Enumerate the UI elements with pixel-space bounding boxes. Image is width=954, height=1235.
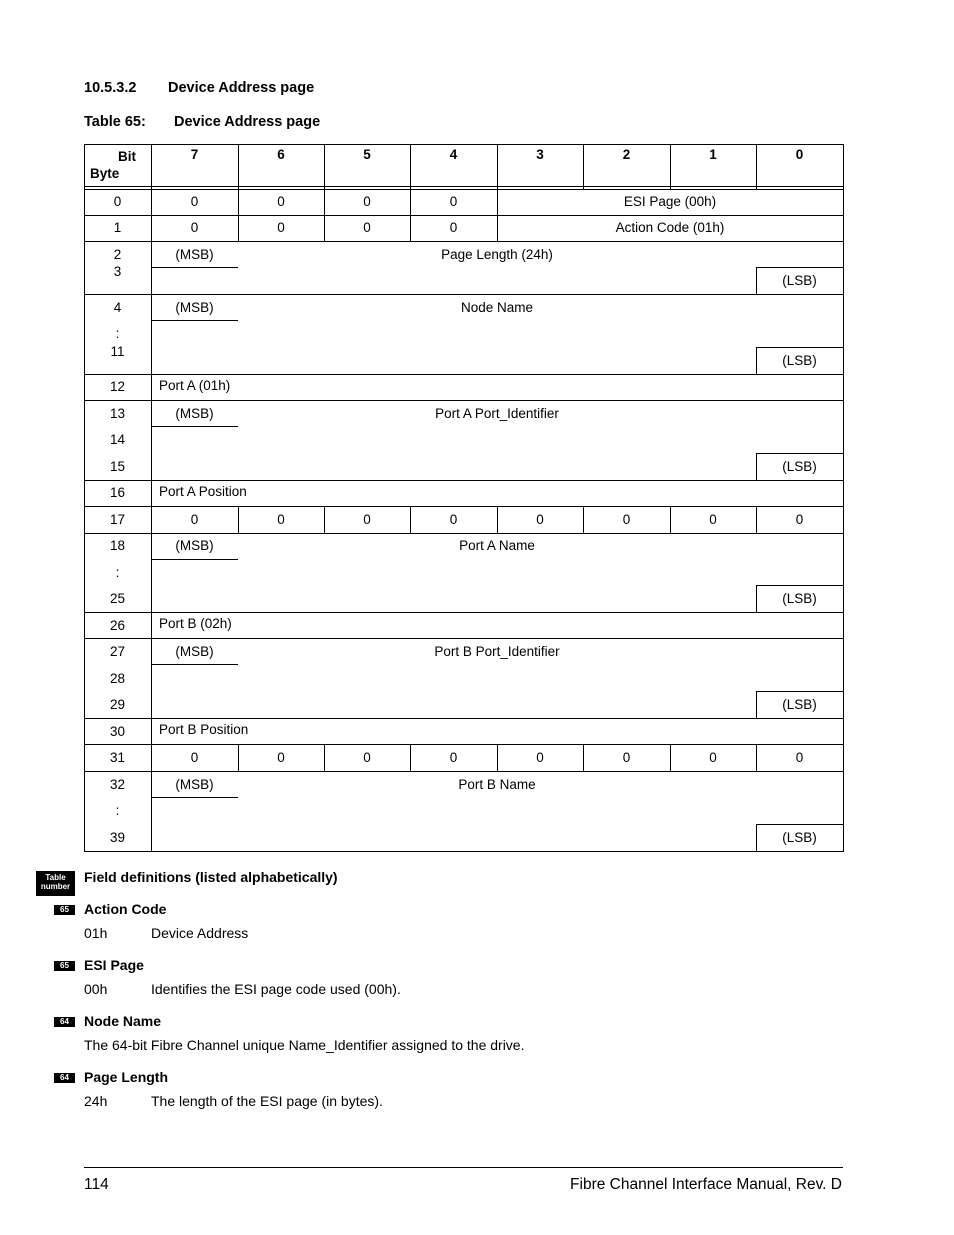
footer-title: Fibre Channel Interface Manual, Rev. D: [570, 1176, 842, 1193]
byte-label: 13: [109, 406, 126, 421]
header-bit-0: 0: [795, 147, 804, 162]
bit-cell: 0: [363, 750, 371, 765]
definition-name-action-code: Action Code: [84, 901, 167, 917]
bit-cell: 0: [449, 194, 458, 209]
header-bit-5: 5: [363, 147, 371, 162]
table-number-tag: 65: [54, 961, 75, 971]
byte-label: 11: [110, 344, 125, 359]
header-bit-2: 2: [622, 147, 631, 162]
field-port-b-identifier: Port B Port_Identifier: [434, 644, 560, 659]
bit-cell: 0: [449, 750, 458, 765]
byte-label: 16: [109, 485, 126, 500]
field-action-code: Action Code (01h): [615, 220, 725, 235]
field-page-length: Page Length (24h): [441, 247, 553, 262]
header-bit-1: 1: [709, 147, 717, 162]
byte-label: 17: [109, 512, 126, 527]
msb-label: (MSB): [175, 406, 214, 421]
bit-cell: 0: [536, 750, 544, 765]
bit-cell: 0: [190, 512, 199, 527]
header-byte-label: Byte: [90, 166, 120, 181]
header-bit-4: 4: [449, 147, 458, 162]
byte-label: 28: [109, 671, 126, 686]
bit-cell: 0: [709, 750, 717, 765]
definitions-heading: Field definitions (listed alphabetically): [84, 869, 338, 885]
bit-cell: 0: [795, 512, 804, 527]
header-bit-7: 7: [190, 147, 199, 162]
byte-label: 12: [109, 379, 126, 394]
field-esi-page: ESI Page (00h): [623, 194, 717, 209]
bit-cell: 0: [795, 750, 804, 765]
definition-text: Identifies the ESI page code used (00h).: [151, 981, 401, 997]
lsb-label: (LSB): [782, 697, 817, 712]
byte-label: 25: [109, 591, 126, 606]
definition-name-esi-page: ESI Page: [84, 957, 144, 973]
table-number-tag: 65: [54, 905, 75, 915]
header-bit-3: 3: [536, 147, 544, 162]
table-number-tag: 64: [54, 1017, 75, 1027]
byte-label: 27: [109, 644, 126, 659]
definition-text: Device Address: [151, 925, 249, 941]
msb-label: (MSB): [175, 247, 214, 262]
lsb-label: (LSB): [782, 353, 817, 368]
section-title: Device Address page: [168, 80, 315, 96]
byte-label: 29: [109, 697, 126, 712]
byte-label: 14: [109, 432, 126, 447]
byte-label: 2: [113, 247, 122, 262]
table-caption-label: Table 65:: [84, 114, 146, 130]
byte-label: 32: [109, 777, 126, 792]
lsb-label: (LSB): [782, 273, 817, 288]
bit-cell: 0: [277, 220, 285, 235]
byte-label: 31: [109, 750, 126, 765]
field-port-b-name: Port B Name: [458, 777, 536, 792]
bit-cell: 0: [277, 194, 285, 209]
header-bit-6: 6: [277, 147, 285, 162]
table-number-legend-tag: [36, 871, 75, 896]
lsb-label: (LSB): [782, 830, 817, 845]
bit-cell: 0: [622, 512, 631, 527]
lsb-label: (LSB): [782, 591, 817, 606]
bit-cell: 0: [363, 194, 371, 209]
msb-label: (MSB): [175, 644, 214, 659]
bit-cell: 0: [190, 750, 199, 765]
table-number-tag: 64: [54, 1073, 75, 1083]
field-port-a-identifier: Port A Port_Identifier: [435, 406, 559, 421]
byte-label: 1: [113, 220, 122, 235]
field-port-a-position: Port A Position: [159, 484, 247, 499]
field-port-a-name: Port A Name: [459, 538, 535, 553]
definition-text: The length of the ESI page (in bytes).: [151, 1093, 383, 1109]
byte-label: 39: [109, 830, 126, 845]
msb-label: (MSB): [175, 777, 214, 792]
field-port-a: Port A (01h): [159, 378, 231, 393]
byte-label: 0: [113, 194, 122, 209]
byte-label: 15: [109, 459, 126, 474]
msb-label: (MSB): [175, 300, 214, 315]
footer-rule: [84, 1167, 843, 1168]
definition-name-page-length: Page Length: [84, 1069, 169, 1085]
page-number: 114: [84, 1176, 109, 1193]
byte-label: 4: [113, 300, 122, 315]
byte-label: 26: [109, 618, 126, 633]
byte-label: :: [115, 326, 120, 341]
byte-label: 18: [109, 538, 126, 553]
bit-cell: 0: [277, 750, 285, 765]
bit-cell: 0: [277, 512, 285, 527]
bit-cell: 0: [190, 194, 199, 209]
field-port-b-position: Port B Position: [159, 722, 249, 737]
definition-code: 24h: [84, 1093, 108, 1109]
bit-cell: 0: [363, 512, 371, 527]
byte-label: 3: [113, 264, 122, 279]
field-port-b: Port B (02h): [159, 616, 232, 631]
bit-cell: 0: [449, 512, 458, 527]
msb-label: (MSB): [175, 538, 214, 553]
byte-label: 30: [109, 724, 126, 739]
bit-cell: 0: [709, 512, 717, 527]
table-caption-title: Device Address page: [174, 114, 321, 130]
section-number: 10.5.3.2: [84, 80, 137, 96]
lsb-label: (LSB): [782, 459, 817, 474]
legend-tag-line1: Table: [45, 873, 66, 882]
bit-cell: 0: [363, 220, 371, 235]
bit-cell: 0: [536, 512, 544, 527]
bit-cell: 0: [449, 220, 458, 235]
definition-code: 00h: [84, 981, 108, 997]
definition-code: 01h: [84, 925, 108, 941]
definition-text: The 64-bit Fibre Channel unique Name_Identifier assigned to the drive.: [84, 1037, 525, 1053]
byte-label: :: [115, 565, 120, 580]
definition-name-node-name: Node Name: [84, 1013, 162, 1029]
legend-tag-line2: number: [40, 882, 71, 891]
byte-label: :: [115, 803, 120, 818]
header-bit-label: Bit: [118, 149, 136, 164]
field-node-name: Node Name: [460, 300, 534, 315]
bit-cell: 0: [622, 750, 631, 765]
bit-cell: 0: [190, 220, 199, 235]
